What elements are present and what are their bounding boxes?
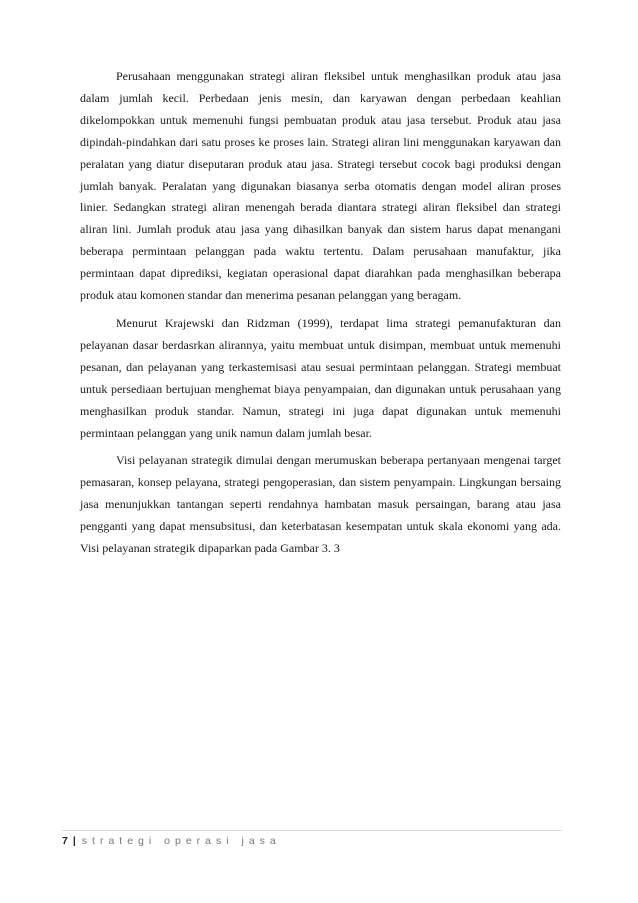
body-text [80, 66, 561, 566]
page-footer [62, 830, 562, 847]
footer-title: strategi operasi jasa [81, 835, 281, 847]
paragraph-3: Visi pelayanan strategik dimulai dengan merumuskan beberapa pertanyaan mengenai target pemasaran, konsep pelayana, strategi pengoperasian, dan sistem penyampain. Lingkungan bersaing jasa menunjukkan tantangan seperti rendahnya hambatan masuk persaingan, barang atau jasa pengganti yang dapat mensubsitusi, dan keterbatasan kesempatan untuk skala ekonomi yang ada. Visi pelayanan strategik dipaparkan pada Gambar 3. 3 [80, 453, 561, 556]
paragraph-1: Perusahaan menggunakan strategi aliran fleksibel untuk menghasilkan produk atau jasa dalam jumlah kecil. Perbedaan jenis mesin, dan karyawan dengan perbedaan keahlian dikelompokkan untuk memenuhi fungsi pembuatan produk atau jasa tersebut. Produk atau jasa dipindah-pindahkan dari satu proses ke proses lain. Strategi aliran lini menggunakan karyawan dan peralatan yang diatur diseputaran produk atau jasa. Strategi tersebut cocok bagi produksi dengan jumlah banyak. Peralatan yang digunakan biasanya serba otomatis dengan model aliran proses linier. Sedangkan strategi aliran menengah berada diantara strategi aliran fleksibel dan strategi aliran lini. Jumlah produk atau jasa yang dihasilkan banyak dan sistem harus dapat menangani beberapa permintaan pelanggan pada waktu tertentu. Dalam perusahaan manufaktur, jika permintaan dapat diprediksi, kegiatan operasional dapat diarahkan pada menghasilkan beberapa produk atau komonen standar dan menerima pesanan pelanggan yang beragam. [80, 69, 561, 303]
page-number: 7 [62, 835, 68, 847]
paragraph-2: Menurut Krajewski dan Ridzman (1999), terdapat lima strategi pemanufakturan dan pelayanan dasar berdasrkan alirannya, yaitu membuat untuk disimpan, membuat untuk memenuhi pesanan, dan pelayanan yang terkastemisasi atau sesuai permintaan pelanggan. Strategi membuat untuk persediaan bertujuan menghemat biaya penyampaian, dan digunakan untuk perusahaan yang menghasilkan produk standar. Namun, strategi ini juga dapat digunakan untuk memenuhi permintaan pelanggan yang unik namun dalam jumlah besar. [80, 315, 561, 440]
footer-separator: | [72, 835, 76, 847]
